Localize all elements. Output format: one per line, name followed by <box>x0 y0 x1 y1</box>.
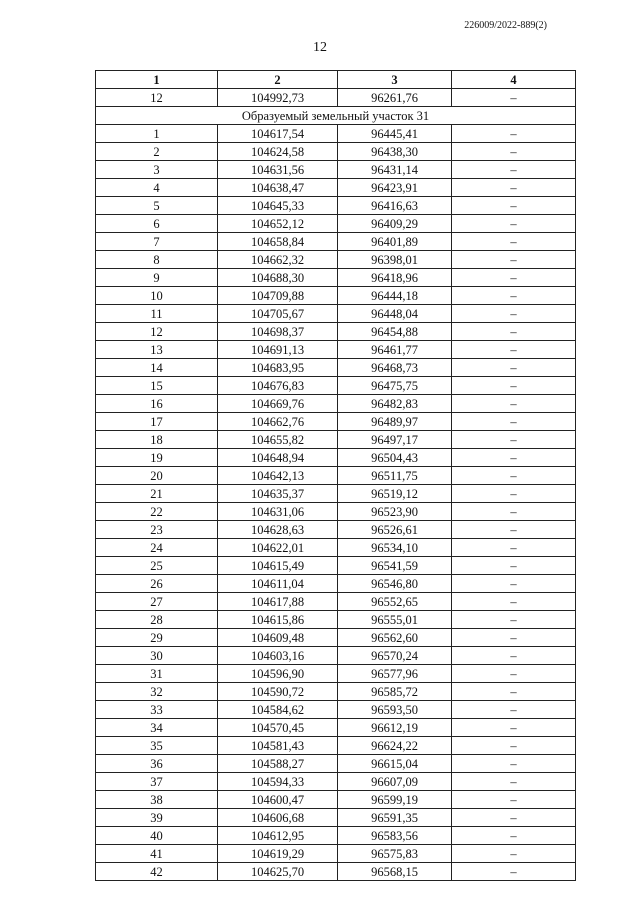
y-coordinate-cell: 96448,04 <box>338 305 452 323</box>
note-cell: – <box>452 683 576 701</box>
table-row <box>96 287 576 305</box>
x-coordinate-cell: 104655,82 <box>218 431 338 449</box>
document-id: 226009/2022-889(2) <box>464 20 547 31</box>
x-coordinate-cell: 104596,90 <box>218 665 338 683</box>
x-coordinate-cell: 104584,62 <box>218 701 338 719</box>
point-number-cell: 29 <box>96 629 218 647</box>
x-coordinate-cell: 104705,67 <box>218 305 338 323</box>
note-cell: – <box>452 575 576 593</box>
note-cell: – <box>452 611 576 629</box>
point-number-cell: 37 <box>96 773 218 791</box>
note-cell: – <box>452 215 576 233</box>
y-coordinate-cell: 96612,19 <box>338 719 452 737</box>
point-number-cell: 40 <box>96 827 218 845</box>
note-cell: – <box>452 377 576 395</box>
note-cell: – <box>452 773 576 791</box>
x-coordinate-cell: 104617,88 <box>218 593 338 611</box>
point-number-cell: 39 <box>96 809 218 827</box>
point-number-cell: 21 <box>96 485 218 503</box>
x-coordinate-cell: 104609,48 <box>218 629 338 647</box>
y-coordinate-cell: 96475,75 <box>338 377 452 395</box>
y-coordinate-cell: 96575,83 <box>338 845 452 863</box>
note-cell: – <box>452 143 576 161</box>
y-coordinate-cell: 96541,59 <box>338 557 452 575</box>
coordinates-table <box>95 70 576 881</box>
note-cell: – <box>452 233 576 251</box>
x-coordinate-cell: 104570,45 <box>218 719 338 737</box>
point-number-cell: 27 <box>96 593 218 611</box>
y-coordinate-cell: 96454,88 <box>338 323 452 341</box>
x-coordinate-cell: 104619,29 <box>218 845 338 863</box>
note-cell: – <box>452 593 576 611</box>
note-cell: – <box>452 431 576 449</box>
note-cell: – <box>452 629 576 647</box>
point-number-cell: 11 <box>96 305 218 323</box>
y-coordinate-cell: 96526,61 <box>338 521 452 539</box>
table-row <box>96 737 576 755</box>
y-coordinate-cell: 96577,96 <box>338 665 452 683</box>
table-row <box>96 251 576 269</box>
y-coordinate-cell: 96607,09 <box>338 773 452 791</box>
table-row <box>96 791 576 809</box>
note-cell: – <box>452 755 576 773</box>
point-number-cell: 36 <box>96 755 218 773</box>
point-number-cell: 26 <box>96 575 218 593</box>
x-coordinate-cell: 104645,33 <box>218 197 338 215</box>
point-number-cell: 9 <box>96 269 218 287</box>
y-coordinate-cell: 96523,90 <box>338 503 452 521</box>
x-coordinate-cell: 104638,47 <box>218 179 338 197</box>
y-coordinate-cell: 96418,96 <box>338 269 452 287</box>
y-coordinate-cell: 96438,30 <box>338 143 452 161</box>
table-row <box>96 341 576 359</box>
y-coordinate-cell: 96593,50 <box>338 701 452 719</box>
note-cell: – <box>452 269 576 287</box>
note-cell: – <box>452 287 576 305</box>
note-cell: – <box>452 305 576 323</box>
point-number-cell: 8 <box>96 251 218 269</box>
point-number-cell: 34 <box>96 719 218 737</box>
y-coordinate-cell: 96552,65 <box>338 593 452 611</box>
point-number-cell: 6 <box>96 215 218 233</box>
note-cell: – <box>452 845 576 863</box>
y-coordinate-cell: 96555,01 <box>338 611 452 629</box>
y-coordinate-cell: 96511,75 <box>338 467 452 485</box>
x-coordinate-cell: 104662,76 <box>218 413 338 431</box>
column-header: 2 <box>218 71 338 89</box>
y-coordinate-cell: 96489,97 <box>338 413 452 431</box>
y-coordinate-cell: 96519,12 <box>338 485 452 503</box>
note-cell: – <box>452 125 576 143</box>
y-coordinate-cell: 96624,22 <box>338 737 452 755</box>
table-row <box>96 665 576 683</box>
table-row <box>96 431 576 449</box>
note-cell: – <box>452 503 576 521</box>
point-number-cell: 12 <box>96 323 218 341</box>
table-row <box>96 125 576 143</box>
y-coordinate-cell: 96568,15 <box>338 863 452 881</box>
y-coordinate-cell: 96445,41 <box>338 125 452 143</box>
x-coordinate-cell: 104631,56 <box>218 161 338 179</box>
x-coordinate-cell: 104628,63 <box>218 521 338 539</box>
x-coordinate-cell: 104600,47 <box>218 791 338 809</box>
point-number-cell: 25 <box>96 557 218 575</box>
y-coordinate-cell: 96585,72 <box>338 683 452 701</box>
point-number-cell: 10 <box>96 287 218 305</box>
table-row <box>96 89 576 107</box>
x-coordinate-cell: 104992,73 <box>218 89 338 107</box>
section-title-row <box>96 107 576 125</box>
y-coordinate-cell: 96401,89 <box>338 233 452 251</box>
y-coordinate-cell: 96423,91 <box>338 179 452 197</box>
x-coordinate-cell: 104631,06 <box>218 503 338 521</box>
y-coordinate-cell: 96570,24 <box>338 647 452 665</box>
x-coordinate-cell: 104615,86 <box>218 611 338 629</box>
note-cell: – <box>452 809 576 827</box>
point-number-cell: 15 <box>96 377 218 395</box>
x-coordinate-cell: 104635,37 <box>218 485 338 503</box>
note-cell: – <box>452 719 576 737</box>
note-cell: – <box>452 197 576 215</box>
x-coordinate-cell: 104698,37 <box>218 323 338 341</box>
table-row <box>96 449 576 467</box>
x-coordinate-cell: 104669,76 <box>218 395 338 413</box>
x-coordinate-cell: 104590,72 <box>218 683 338 701</box>
table-row <box>96 773 576 791</box>
column-header: 3 <box>338 71 452 89</box>
note-cell: – <box>452 341 576 359</box>
table-row <box>96 377 576 395</box>
table-row <box>96 593 576 611</box>
point-number-cell: 32 <box>96 683 218 701</box>
section-title: Образуемый земельный участок 31 <box>96 107 576 125</box>
y-coordinate-cell: 96504,43 <box>338 449 452 467</box>
note-cell: – <box>452 413 576 431</box>
point-number-cell: 28 <box>96 611 218 629</box>
table-row <box>96 719 576 737</box>
table-row <box>96 143 576 161</box>
y-coordinate-cell: 96599,19 <box>338 791 452 809</box>
x-coordinate-cell: 104652,12 <box>218 215 338 233</box>
y-coordinate-cell: 96562,60 <box>338 629 452 647</box>
note-cell: – <box>452 665 576 683</box>
table-row <box>96 161 576 179</box>
point-number-cell: 5 <box>96 197 218 215</box>
x-coordinate-cell: 104662,32 <box>218 251 338 269</box>
note-cell: – <box>452 251 576 269</box>
note-cell: – <box>452 323 576 341</box>
point-number-cell: 14 <box>96 359 218 377</box>
table-row <box>96 179 576 197</box>
y-coordinate-cell: 96261,76 <box>338 89 452 107</box>
point-number-cell: 30 <box>96 647 218 665</box>
table-row <box>96 233 576 251</box>
x-coordinate-cell: 104648,94 <box>218 449 338 467</box>
table-row <box>96 557 576 575</box>
point-number-cell: 7 <box>96 233 218 251</box>
table-row <box>96 359 576 377</box>
point-number-cell: 33 <box>96 701 218 719</box>
note-cell: – <box>452 89 576 107</box>
x-coordinate-cell: 104709,88 <box>218 287 338 305</box>
note-cell: – <box>452 359 576 377</box>
y-coordinate-cell: 96416,63 <box>338 197 452 215</box>
table-row <box>96 863 576 881</box>
point-number-cell: 12 <box>96 89 218 107</box>
table-row <box>96 611 576 629</box>
note-cell: – <box>452 539 576 557</box>
y-coordinate-cell: 96583,56 <box>338 827 452 845</box>
note-cell: – <box>452 647 576 665</box>
x-coordinate-cell: 104625,70 <box>218 863 338 881</box>
x-coordinate-cell: 104676,83 <box>218 377 338 395</box>
x-coordinate-cell: 104617,54 <box>218 125 338 143</box>
y-coordinate-cell: 96546,80 <box>338 575 452 593</box>
x-coordinate-cell: 104581,43 <box>218 737 338 755</box>
point-number-cell: 13 <box>96 341 218 359</box>
table-row <box>96 539 576 557</box>
table-row <box>96 197 576 215</box>
x-coordinate-cell: 104624,58 <box>218 143 338 161</box>
table-row <box>96 323 576 341</box>
point-number-cell: 1 <box>96 125 218 143</box>
x-coordinate-cell: 104588,27 <box>218 755 338 773</box>
x-coordinate-cell: 104642,13 <box>218 467 338 485</box>
table-row <box>96 755 576 773</box>
note-cell: – <box>452 485 576 503</box>
point-number-cell: 35 <box>96 737 218 755</box>
table-row <box>96 269 576 287</box>
page-number: 12 <box>313 40 327 55</box>
table-row <box>96 845 576 863</box>
point-number-cell: 20 <box>96 467 218 485</box>
table-row <box>96 503 576 521</box>
table-row <box>96 701 576 719</box>
point-number-cell: 18 <box>96 431 218 449</box>
table-row <box>96 809 576 827</box>
table-row <box>96 575 576 593</box>
y-coordinate-cell: 96615,04 <box>338 755 452 773</box>
point-number-cell: 41 <box>96 845 218 863</box>
table-row <box>96 647 576 665</box>
table-row <box>96 485 576 503</box>
table-row <box>96 305 576 323</box>
point-number-cell: 17 <box>96 413 218 431</box>
point-number-cell: 3 <box>96 161 218 179</box>
table-body <box>96 89 576 881</box>
point-number-cell: 2 <box>96 143 218 161</box>
note-cell: – <box>452 521 576 539</box>
x-coordinate-cell: 104612,95 <box>218 827 338 845</box>
column-header: 4 <box>452 71 576 89</box>
y-coordinate-cell: 96409,29 <box>338 215 452 233</box>
y-coordinate-cell: 96497,17 <box>338 431 452 449</box>
point-number-cell: 38 <box>96 791 218 809</box>
table-row <box>96 629 576 647</box>
note-cell: – <box>452 827 576 845</box>
x-coordinate-cell: 104606,68 <box>218 809 338 827</box>
x-coordinate-cell: 104688,30 <box>218 269 338 287</box>
y-coordinate-cell: 96444,18 <box>338 287 452 305</box>
column-header: 1 <box>96 71 218 89</box>
point-number-cell: 22 <box>96 503 218 521</box>
table-row <box>96 467 576 485</box>
point-number-cell: 19 <box>96 449 218 467</box>
x-coordinate-cell: 104658,84 <box>218 233 338 251</box>
point-number-cell: 23 <box>96 521 218 539</box>
y-coordinate-cell: 96591,35 <box>338 809 452 827</box>
y-coordinate-cell: 96534,10 <box>338 539 452 557</box>
note-cell: – <box>452 179 576 197</box>
point-number-cell: 42 <box>96 863 218 881</box>
point-number-cell: 31 <box>96 665 218 683</box>
y-coordinate-cell: 96468,73 <box>338 359 452 377</box>
point-number-cell: 16 <box>96 395 218 413</box>
x-coordinate-cell: 104691,13 <box>218 341 338 359</box>
note-cell: – <box>452 701 576 719</box>
y-coordinate-cell: 96398,01 <box>338 251 452 269</box>
table-row <box>96 215 576 233</box>
x-coordinate-cell: 104611,04 <box>218 575 338 593</box>
x-coordinate-cell: 104594,33 <box>218 773 338 791</box>
x-coordinate-cell: 104615,49 <box>218 557 338 575</box>
y-coordinate-cell: 96482,83 <box>338 395 452 413</box>
table-row <box>96 395 576 413</box>
note-cell: – <box>452 467 576 485</box>
table-row <box>96 413 576 431</box>
x-coordinate-cell: 104622,01 <box>218 539 338 557</box>
point-number-cell: 24 <box>96 539 218 557</box>
point-number-cell: 4 <box>96 179 218 197</box>
note-cell: – <box>452 557 576 575</box>
table-header-row <box>96 71 576 89</box>
note-cell: – <box>452 161 576 179</box>
note-cell: – <box>452 449 576 467</box>
table-row <box>96 827 576 845</box>
note-cell: – <box>452 395 576 413</box>
y-coordinate-cell: 96461,77 <box>338 341 452 359</box>
table-row <box>96 521 576 539</box>
x-coordinate-cell: 104603,16 <box>218 647 338 665</box>
note-cell: – <box>452 791 576 809</box>
note-cell: – <box>452 737 576 755</box>
note-cell: – <box>452 863 576 881</box>
y-coordinate-cell: 96431,14 <box>338 161 452 179</box>
x-coordinate-cell: 104683,95 <box>218 359 338 377</box>
table-row <box>96 683 576 701</box>
